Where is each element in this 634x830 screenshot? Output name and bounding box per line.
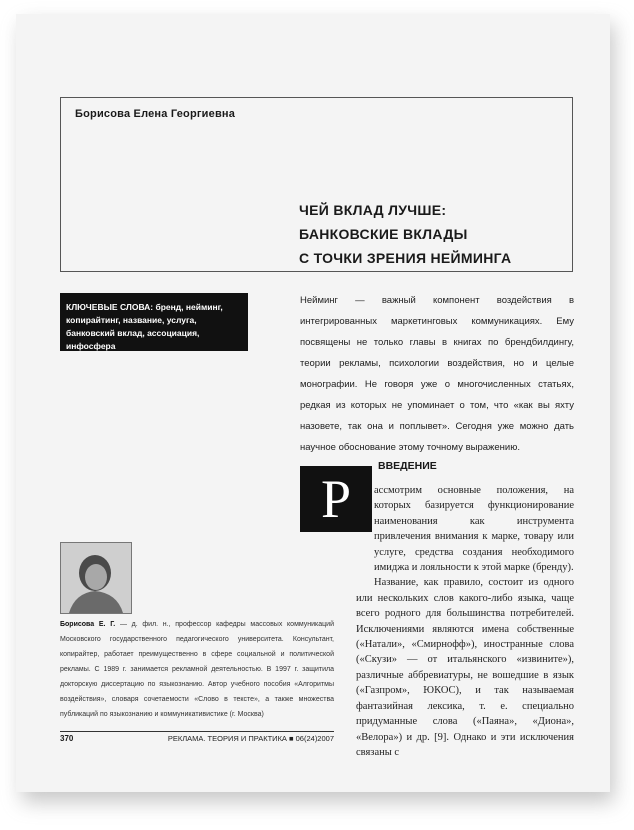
keywords-text: бренд, нейминг, копирайтинг, название, услуга, банковский вклад, ассоциация, инфосфера [66,302,223,351]
drop-cap: Р [300,466,372,532]
section-heading: ВВЕДЕНИЕ [378,460,437,472]
journal-name: РЕКЛАМА. ТЕОРИЯ И ПРАКТИКА ■ 06(24)2007 [167,734,334,743]
bio-name: Борисова Е. Г. [60,621,116,628]
footer-rule [60,731,334,732]
author-bio [60,617,334,722]
paragraph-1-text: ассмотрим основные положения, на которых базируется функционирование наименования как инструмента привлечения внимания к марке, товару или услуге, средства создания необходимого имиджа и лояльности к этой марке (бренду). [374,485,574,574]
body-paragraph-1 [356,483,574,575]
abstract: Нейминг — важный компонент воздействия в интегрированных маркетинговых коммуникациях. Ему посвящены не только главы в книгах по брендбилдингу, теории рекламы, психологии воздействия, но и целые монографии. Не говоря уже о многочисленных статьях, редкая из которых не упоминает о том, что «как вы яхту назовете, так она и поплывет». Сегодня уже можно дать научное обоснование этому точному выражению. [300,295,574,453]
page-number: 370 [60,734,74,743]
keywords-box [60,293,248,351]
author-name: Борисова Елена Георгиевна [75,108,236,120]
journal-page [16,14,610,792]
title-line-1: ЧЕЙ ВКЛАД ЛУЧШЕ: [299,202,447,218]
author-photo [60,542,132,614]
title-line-3: С ТОЧКИ ЗРЕНИЯ НЕЙМИНГА [299,250,512,266]
article-title [299,198,511,270]
body-paragraph-2: Название, как правило, состоит из одного или нескольких слов какого-либо языка, чаще всего родного для большинства потребителей. Исключениями являются имена собственные («Натали», «Смирнофф»), иностранные слова («Скузи» — от итальянского «извините»), различные аббревиатуры, не вошедшие в язык («Газпром», ЮКОС), и так называемая фантазийная лексика, т. е. специально придуманные слова («Паяна», «Диона», «Велора») и др. [9]. Однако и эти исключения связаны с [356,577,574,758]
keywords-label: КЛЮЧЕВЫЕ СЛОВА: [66,302,154,312]
title-frame [60,97,573,272]
portrait-image [61,543,131,613]
body-text [356,483,574,760]
bio-text: — д. фил. н., профессор кафедры массовых коммуникаций Московского государственного педагогического университета. Консультант, копирайтер, работает преимущественно в сфере социальной и политической рекламы. С 1989 г. занимается рекламной деятельностью. В 1997 г. защитила докторскую диссертацию по языкознанию. Автор учебного пособия «Алгоритмы воздействия», словаря сочетаемости «Слово в тексте», а также множества публикаций по языкознанию и коммуникативистике (г. Москва) [60,621,334,718]
title-line-2: БАНКОВСКИЕ ВКЛАДЫ [299,226,468,242]
